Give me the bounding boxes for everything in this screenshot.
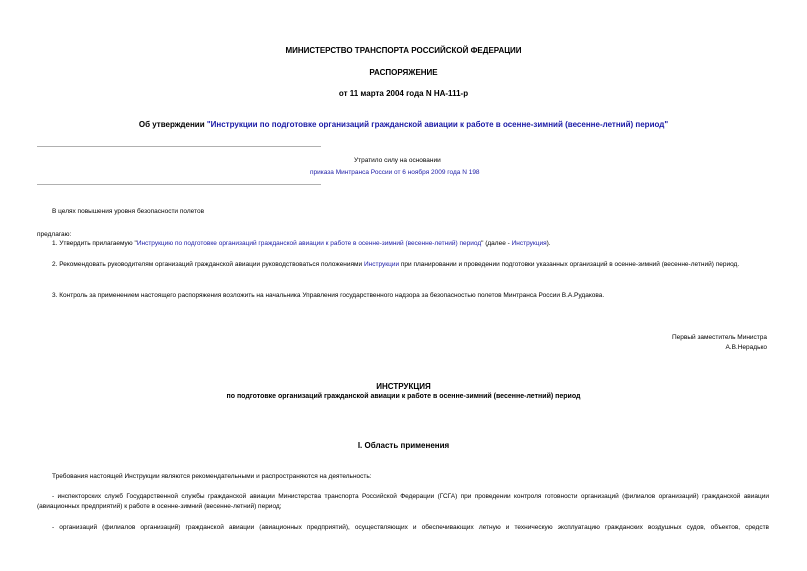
document-date-number: от 11 марта 2004 года N НА-111-р [338, 89, 469, 98]
section-1-title: I. Область применения [357, 441, 450, 450]
divider-bottom [37, 184, 321, 185]
instruction-title: ИНСТРУКЦИЯ [376, 382, 431, 391]
item1-mid: " (далее - [481, 240, 512, 247]
order-item-1 [52, 240, 551, 247]
subject-prefix: Об утверждении [138, 120, 207, 129]
item1-instruction-short-link[interactable]: Инструкция [511, 240, 547, 247]
document-type-heading: РАСПОРЯЖЕНИЕ [369, 68, 438, 77]
item1-instruction-link[interactable]: Инструкцию по подготовке организаций гражданской авиации к работе в осенне-зимний (весенне-летний) период [136, 240, 482, 247]
subject-instruction-link[interactable]: "Инструкции по подготовке организаций гражданской авиации к работе в осенне-зимний (весенне-летний) период" [206, 120, 669, 129]
order-item-2 [37, 260, 769, 270]
item1-prefix: 1. Утвердить прилагаемую " [52, 240, 137, 247]
status-note-link[interactable]: приказа Минтранса России от 6 ноября 2009 года N 198 [310, 169, 480, 176]
signature-position: Первый заместитель Министра [671, 334, 767, 341]
divider-top [37, 146, 321, 147]
intro-text: В целях повышения уровня безопасности полетов [52, 208, 205, 215]
section-1-item-2: - организаций (филиалов организаций) гражданской авиации (авиационных предприятий), осуществляющих и обеспечивающих летную и техническую эксплуатацию гражданских воздушных судов, объектов, средств [52, 524, 769, 531]
order-item-3: 3. Контроль за применением настоящего распоряжения возложить на начальника Управления государственного надзора за безопасностью полетов Минтранса России В.А.Рудакова. [52, 292, 605, 299]
instruction-subtitle: по подготовке организаций гражданской авиации к работе в осенне-зимний (весенне-летний) период [226, 393, 581, 400]
item2-prefix: 2. Рекомендовать руководителям организаций гражданской авиации руководствоваться положениями [52, 261, 364, 268]
document-subject [0, 120, 807, 129]
status-note-text: Утратило силу на основании [354, 157, 441, 164]
proposes-text: предлагаю: [37, 231, 72, 238]
item2-instruction-link[interactable]: Инструкции [363, 261, 400, 268]
signature-name: А.В.Нерадько [725, 344, 767, 351]
ministry-heading: МИНИСТЕРСТВО ТРАНСПОРТА РОССИЙСКОЙ ФЕДЕРАЦИИ [285, 46, 522, 55]
item1-suffix: ). [546, 240, 551, 247]
section-1-intro: Требования настоящей Инструкции являются рекомендательными и распространяются на деятельность: [52, 473, 372, 480]
item2-suffix: при планировании и проведении подготовки указанных организаций в осенне-зимний (весенне-летний) период. [399, 261, 740, 268]
section-1-item-1: - инспекторских служб Государственной службы гражданской авиации Министерства транспорта Российской Федерации (ГСГА) при проведении контроля готовности организаций (филиалов организаций) гражданской авиации (авиационных предприятий) к работе в осенне-зимний (весенне-летний) период; [37, 493, 769, 510]
